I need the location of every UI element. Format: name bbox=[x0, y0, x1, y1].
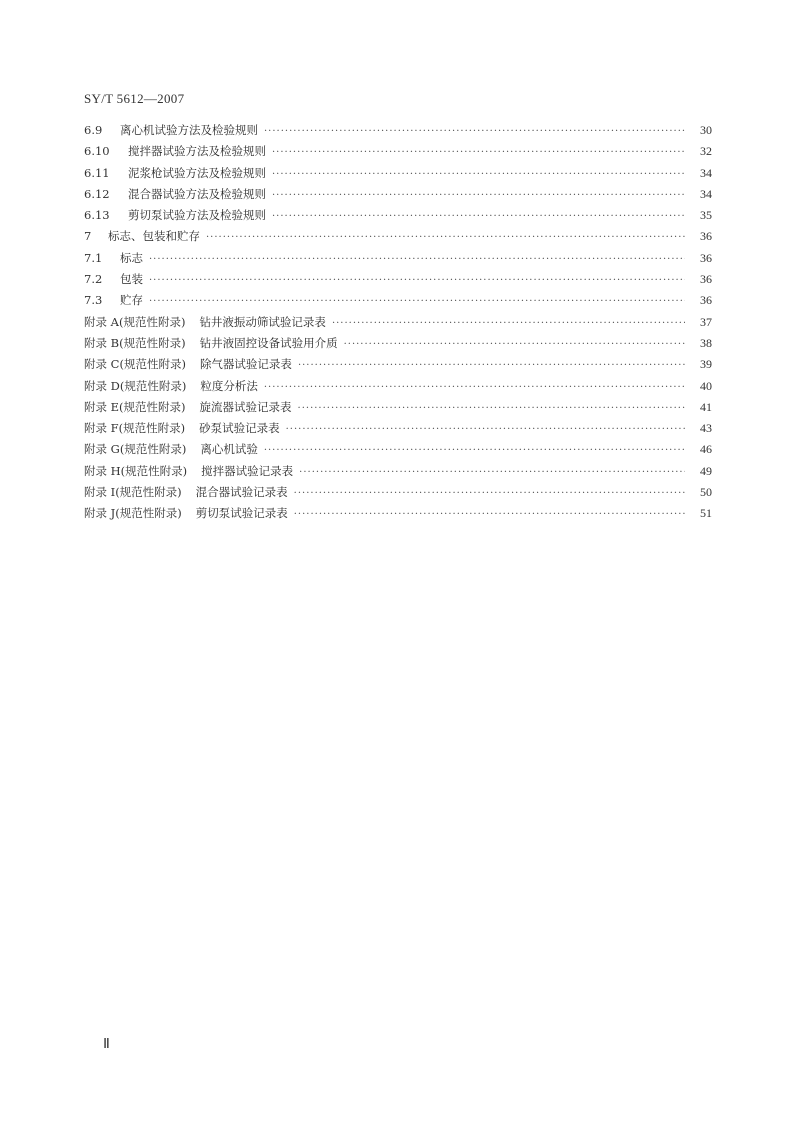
toc-entry[interactable] bbox=[84, 163, 712, 184]
toc-entry-number: 6.9 bbox=[84, 123, 103, 137]
toc-entry-title: 搅拌器试验记录表 bbox=[201, 463, 294, 478]
toc-entry-title: 标志、包装和贮存 bbox=[108, 229, 200, 244]
toc-entry-number: 6.13 bbox=[84, 208, 110, 223]
toc-entry-page: 40 bbox=[700, 378, 712, 393]
toc-entry[interactable] bbox=[84, 290, 712, 311]
toc-entry-number: 附录 E(规范性附录) bbox=[84, 399, 186, 414]
toc-entry[interactable] bbox=[84, 482, 712, 503]
toc-leader-dots bbox=[206, 227, 685, 248]
toc-entry-page: 34 bbox=[700, 165, 712, 180]
toc-entry-page: 34 bbox=[700, 186, 712, 201]
toc-entry-title: 离心机试验方法及检验规则 bbox=[120, 123, 258, 137]
toc-entry-title: 泥浆枪试验方法及检验规则 bbox=[128, 165, 266, 180]
toc-entry-title: 钻井液振动筛试验记录表 bbox=[199, 314, 326, 329]
toc-entry-number: 7 bbox=[84, 229, 92, 244]
toc-entry-title: 标志 bbox=[120, 250, 143, 265]
toc-entry[interactable] bbox=[84, 205, 712, 226]
toc-leader-dots bbox=[149, 291, 685, 312]
toc-entry-title: 钻井液固控设备试验用介质 bbox=[199, 335, 338, 350]
toc-entry-number: 附录 C(规范性附录) bbox=[84, 357, 186, 372]
toc-leader-dots bbox=[264, 121, 685, 142]
toc-leader-dots bbox=[299, 462, 685, 483]
toc-entry-page: 36 bbox=[700, 272, 712, 287]
toc-entry-page: 50 bbox=[700, 485, 712, 500]
toc-leader-dots bbox=[294, 504, 685, 525]
toc-entry-number: 附录 F(规范性附录) bbox=[84, 421, 186, 436]
toc-entry[interactable] bbox=[84, 184, 712, 205]
toc-entry-number: 7.1 bbox=[84, 250, 103, 265]
toc-entry-page: 38 bbox=[700, 335, 712, 350]
toc-entry-page: 36 bbox=[700, 250, 712, 265]
toc-entry-title: 除气器试验记录表 bbox=[199, 357, 292, 372]
toc-leader-dots bbox=[264, 440, 685, 461]
toc-entry-page: 35 bbox=[700, 208, 712, 223]
toc-entry[interactable] bbox=[84, 333, 712, 354]
toc-entry-title: 旋流器试验记录表 bbox=[199, 399, 292, 414]
toc-leader-dots bbox=[272, 185, 685, 206]
page-number: Ⅱ bbox=[103, 1037, 110, 1052]
toc-entry-title: 搅拌器试验方法及检验规则 bbox=[128, 144, 266, 159]
toc-entry-page: 51 bbox=[700, 506, 712, 521]
toc-leader-dots bbox=[298, 398, 685, 419]
toc-entry[interactable] bbox=[84, 461, 712, 482]
toc-entry[interactable] bbox=[84, 376, 712, 397]
toc-entry[interactable] bbox=[84, 439, 712, 460]
toc-entry[interactable] bbox=[84, 397, 712, 418]
toc-entry-number: 附录 A(规范性附录) bbox=[84, 314, 186, 329]
toc-leader-dots bbox=[272, 206, 685, 227]
toc-entry-title: 剪切泵试验记录表 bbox=[195, 506, 288, 521]
toc-leader-dots bbox=[272, 142, 685, 163]
toc-entry-number: 附录 I(规范性附录) bbox=[84, 485, 182, 500]
toc-leader-dots bbox=[294, 483, 685, 504]
toc-entry-number: 附录 B(规范性附录) bbox=[84, 335, 186, 350]
toc-entry[interactable] bbox=[84, 269, 712, 290]
toc-entry-page: 39 bbox=[700, 357, 712, 372]
toc-entry[interactable] bbox=[84, 312, 712, 333]
toc-entry-number: 附录 J(规范性附录) bbox=[84, 506, 182, 521]
toc-entry-title: 包装 bbox=[120, 272, 143, 287]
toc-entry-title: 离心机试验 bbox=[200, 442, 258, 457]
toc-entry-page: 30 bbox=[700, 123, 712, 137]
toc-leader-dots bbox=[272, 164, 685, 185]
toc-entry-page: 36 bbox=[700, 293, 712, 308]
toc-entry[interactable] bbox=[84, 120, 712, 141]
toc-leader-dots bbox=[344, 334, 685, 355]
toc-entry[interactable] bbox=[84, 418, 712, 439]
toc-entry-page: 43 bbox=[700, 421, 712, 436]
toc-entry-number: 7.3 bbox=[84, 293, 103, 308]
toc-entry-title: 砂泵试验记录表 bbox=[199, 421, 280, 436]
toc-entry-number: 6.10 bbox=[84, 144, 110, 159]
toc-entry-title: 贮存 bbox=[120, 293, 143, 308]
toc-leader-dots bbox=[332, 313, 685, 334]
document-code: SY/T 5612—2007 bbox=[84, 91, 185, 106]
toc-entry[interactable] bbox=[84, 503, 712, 524]
toc-entry-number: 6.11 bbox=[84, 165, 110, 180]
toc-leader-dots bbox=[298, 355, 685, 376]
toc-entry-number: 附录 D(规范性附录) bbox=[84, 378, 187, 393]
toc-entry-page: 49 bbox=[700, 463, 712, 478]
toc-entry-number: 附录 G(规范性附录) bbox=[84, 442, 187, 457]
toc-entry-page: 37 bbox=[700, 314, 712, 329]
toc-entry[interactable] bbox=[84, 226, 712, 247]
toc-entry-title: 粒度分析法 bbox=[200, 378, 258, 393]
toc-entry[interactable] bbox=[84, 354, 712, 375]
toc-entry-title: 混合器试验记录表 bbox=[195, 485, 288, 500]
table-of-contents bbox=[84, 120, 712, 525]
toc-leader-dots bbox=[149, 270, 685, 291]
toc-leader-dots bbox=[286, 419, 685, 440]
toc-entry-number: 6.12 bbox=[84, 186, 110, 201]
toc-leader-dots bbox=[149, 249, 685, 270]
toc-entry-title: 剪切泵试验方法及检验规则 bbox=[128, 208, 266, 223]
toc-entry-title: 混合器试验方法及检验规则 bbox=[128, 186, 266, 201]
toc-entry[interactable] bbox=[84, 248, 712, 269]
toc-entry[interactable] bbox=[84, 141, 712, 162]
toc-leader-dots bbox=[264, 377, 685, 398]
toc-entry-page: 46 bbox=[700, 442, 712, 457]
toc-entry-page: 36 bbox=[700, 229, 712, 244]
toc-entry-page: 32 bbox=[700, 144, 712, 159]
toc-entry-number: 附录 H(规范性附录) bbox=[84, 463, 188, 478]
toc-entry-number: 7.2 bbox=[84, 272, 103, 287]
toc-entry-page: 41 bbox=[700, 399, 712, 414]
